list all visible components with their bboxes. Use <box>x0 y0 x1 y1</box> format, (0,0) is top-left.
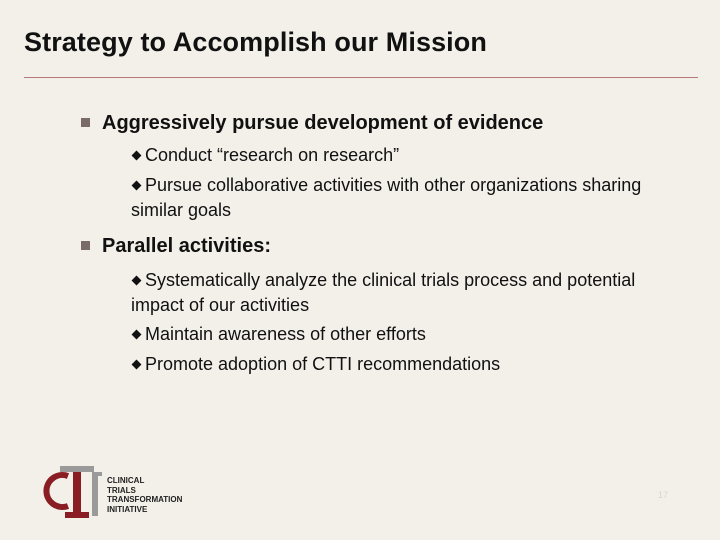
diamond-bullet-icon <box>132 150 142 160</box>
sub-item <box>131 143 691 168</box>
page-number: 17 <box>658 490 669 500</box>
diamond-bullet-icon <box>132 180 142 190</box>
sub-item <box>131 173 691 223</box>
sub-item-text: Systematically analyze the clinical trials process and potential impact of our activities <box>131 270 636 315</box>
sub-item-text: Promote adoption of CTTI recommendations <box>145 354 501 374</box>
logo-line: TRANSFORMATION <box>107 495 183 504</box>
diamond-bullet-icon <box>132 329 142 339</box>
slide-title: Strategy to Accomplish our Mission <box>24 27 487 57</box>
title-divider <box>24 77 698 78</box>
square-bullet-icon <box>81 241 90 250</box>
sub-item-text: Conduct “research on research” <box>145 145 400 165</box>
sub-item <box>131 322 691 347</box>
diamond-bullet-icon <box>132 275 142 285</box>
diamond-bullet-icon <box>132 359 142 369</box>
logo-line: INITIATIVE <box>107 504 148 514</box>
logo-line: TRIALS <box>107 485 136 495</box>
sub-item-text: Pursue collaborative activities with other organizations sharing similar goals <box>131 175 642 220</box>
square-bullet-icon <box>81 118 90 127</box>
sub-item <box>131 268 691 318</box>
logo-line: CLINICAL <box>107 476 145 485</box>
sub-item <box>131 352 691 377</box>
logo-wordmark <box>107 476 182 514</box>
bullet-2-text: Parallel activities: <box>102 235 271 257</box>
sub-item-text: Maintain awareness of other efforts <box>145 324 426 344</box>
bullet-1-text: Aggressively pursue development of evidence <box>102 112 544 134</box>
